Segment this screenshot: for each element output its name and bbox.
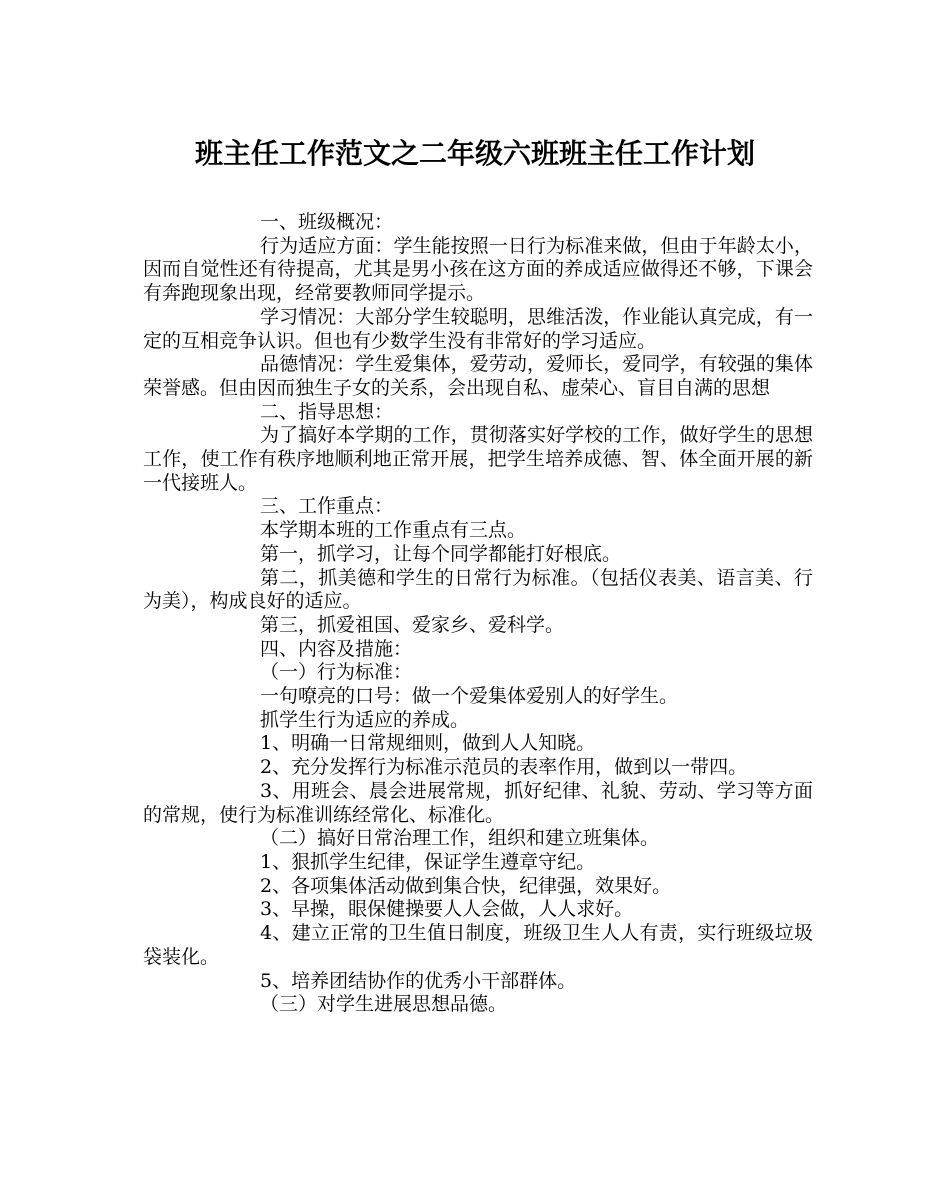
list-item-focus-1: 第一，抓学习，让每个同学都能打好根底。 (260, 542, 622, 565)
subheading-daily-management: （二）搞好日常治理工作，组织和建立班集体。 (260, 827, 660, 850)
list-item-measure-1: 1、明确一日常规细则，做到人人知晓。 (260, 732, 596, 755)
document-body (143, 211, 813, 1017)
list-item-management-3: 3、早操，眼保健操要人人会做，人人求好。 (260, 898, 634, 921)
list-item-measure-3: 3、用班会、晨会进展常规，抓好纪律、礼貌、劳动、学习等方面的常规，使行为标准训练经常化、标准化。 (143, 779, 813, 826)
list-item-management-2: 2、各项集体活动做到集合快，纪律强，效果好。 (260, 874, 672, 897)
list-item-measure-2: 2、充分发挥行为标准示范员的表率作用，做到以一带四。 (260, 756, 748, 779)
paragraph-habit-forming: 抓学生行为适应的养成。 (260, 708, 470, 731)
heading-content-measures: 四、内容及措施： (260, 637, 413, 660)
heading-guiding-ideas: 二、指导思想： (260, 400, 394, 423)
heading-work-focus: 三、工作重点： (260, 495, 394, 518)
list-item-management-5: 5、培养团结协作的优秀小干部群体。 (260, 969, 577, 992)
paragraph-moral-situation: 品德情况：学生爱集体，爱劳动，爱师长，爱同学，有较强的集体荣誉感。但由因而独生子女的关系，会出现自私、虚荣心、盲目自满的思想 (143, 353, 813, 399)
document-title: 班主任工作范文之二年级六班班主任工作计划 (194, 137, 755, 170)
subheading-moral-education: （三）对学生进展思想品德。 (260, 993, 508, 1016)
paragraph-behavior-habits: 行为适应方面：学生能按照一日行为标准来做，但由于年龄太小，因而自觉性还有待提高，尤其是男小孩在这方面的养成适应做得还不够，下课会有奔跑现象出现，经常要教师同学提示。 (143, 234, 813, 305)
paragraph-study-situation: 学习情况：大部分学生较聪明，思维活泼，作业能认真完成，有一定的互相竞争认识。但也有少数学生没有非常好的学习适应。 (143, 305, 813, 352)
list-item-management-1: 1、狠抓学生纪律，保证学生遵章守纪。 (260, 850, 596, 873)
heading-class-overview: 一、班级概况： (260, 211, 394, 233)
paragraph-guiding-ideas: 为了搞好本学期的工作，贯彻落实好学校的工作，做好学生的思想工作，使工作有秩序地顺利地正常开展，把学生培养成德、智、体全面开展的新一代接班人。 (143, 424, 813, 494)
paragraph-slogan: 一句嘹亮的口号：做一个爱集体爱别人的好学生。 (260, 685, 679, 708)
subheading-behavior-standards: （一）行为标准： (260, 661, 413, 684)
list-item-focus-2: 第二，抓美德和学生的日常行为标准。（包括仪表美、语言美、行为美），构成良好的适应。 (143, 566, 813, 613)
list-item-focus-3: 第三，抓爱祖国、爱家乡、爱科学。 (260, 613, 565, 636)
paragraph-work-focus-intro: 本学期本班的工作重点有三点。 (260, 519, 527, 542)
list-item-management-4: 4、建立正常的卫生值日制度，班级卫生人人有责，实行班级垃圾袋装化。 (143, 922, 813, 968)
